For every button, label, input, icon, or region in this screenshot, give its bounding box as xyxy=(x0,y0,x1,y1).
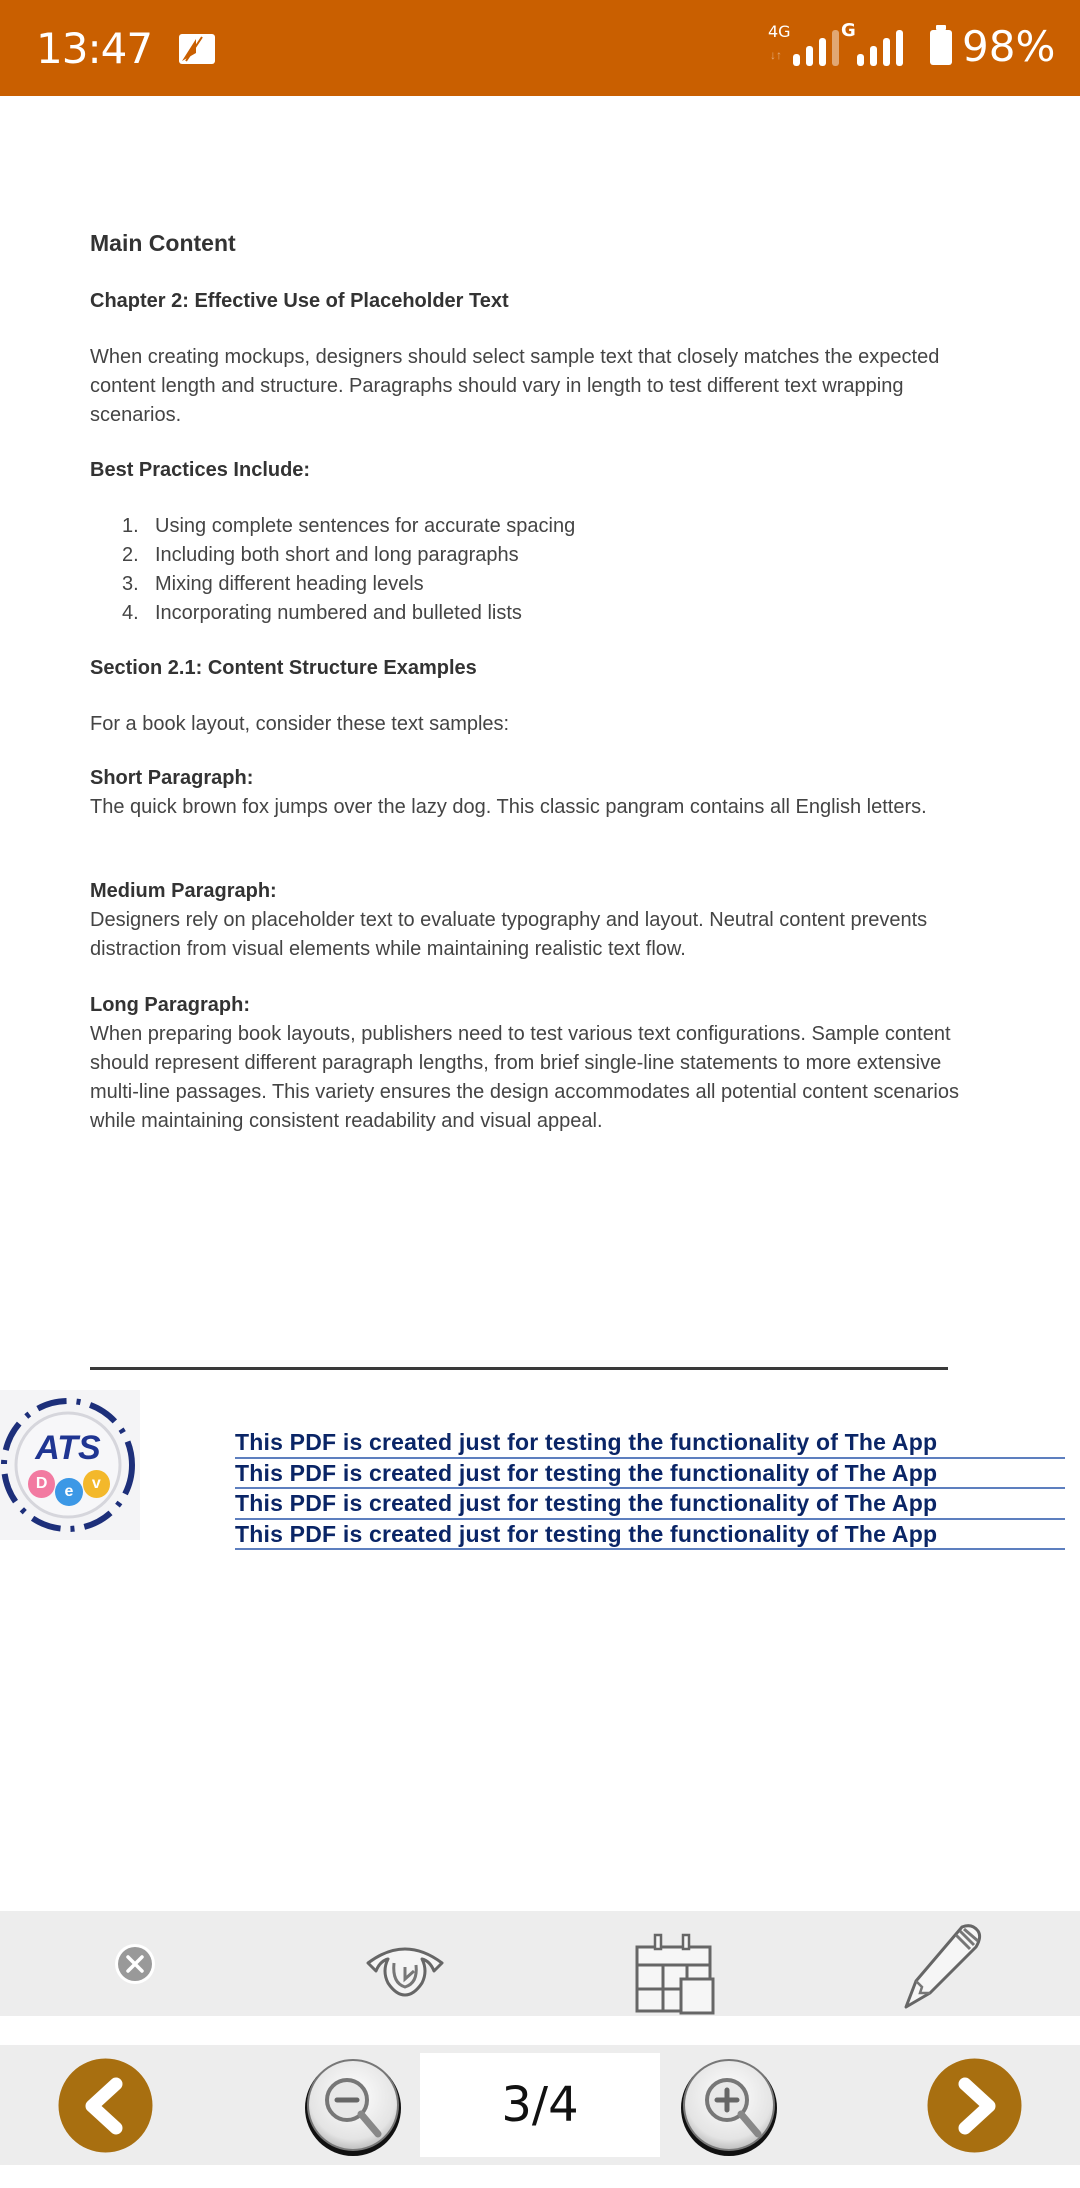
previous-page-button[interactable] xyxy=(58,2058,153,2153)
annotation-toolbar xyxy=(0,1911,1080,2016)
list-item xyxy=(122,541,575,570)
best-practices-list xyxy=(122,512,575,628)
list-item-text: Using complete sentences for accurate spacing xyxy=(155,515,576,537)
section-intro: For a book layout, consider these text samples: xyxy=(90,713,510,735)
banner-line: This PDF is created just for testing the functionality of The App xyxy=(235,1428,1065,1459)
chapter-heading: Chapter 2: Effective Use of Placeholder Text xyxy=(90,290,509,312)
status-bar xyxy=(0,0,1080,96)
banner-line: This PDF is created just for testing the functionality of The App xyxy=(235,1459,1065,1490)
footer-banner xyxy=(235,1428,1065,1550)
long-paragraph-heading: Long Paragraph: xyxy=(90,994,251,1016)
list-item-text: Mixing different heading levels xyxy=(155,573,424,595)
calendar-icon[interactable] xyxy=(635,1933,715,2015)
zoom-in-button[interactable] xyxy=(678,2056,780,2158)
logo-subtext xyxy=(28,1470,110,1502)
list-item-number: 1. xyxy=(122,515,139,537)
network-type-label: 4G xyxy=(768,22,791,41)
banner-line: This PDF is created just for testing the functionality of The App xyxy=(235,1489,1065,1520)
list-item xyxy=(122,512,575,541)
signal2-icon xyxy=(857,30,907,66)
list-item-number: 3. xyxy=(122,573,139,595)
logo-subtext-letter: e xyxy=(55,1478,82,1506)
pencil-icon[interactable] xyxy=(900,1921,990,2011)
battery-icon xyxy=(930,30,952,65)
logo-text: ATS xyxy=(35,1429,101,1467)
short-paragraph-heading: Short Paragraph: xyxy=(90,767,254,789)
medium-paragraph: Designers rely on placeholder text to evaluate typography and layout. Neutral content prevents distraction from visual elements while maintaining realistic text flow. xyxy=(90,909,928,960)
list-item xyxy=(122,570,575,599)
section-heading: Section 2.1: Content Structure Examples xyxy=(90,657,477,679)
list-item xyxy=(122,599,575,628)
footer-divider xyxy=(90,1367,948,1370)
status-time: 13:47 xyxy=(36,24,153,73)
intro-paragraph: When creating mockups, designers should select sample text that closely matches the expected content length and structure. Paragraphs should vary in length to test different text wrapping scenarios. xyxy=(90,346,940,426)
logo-subtext-letter: D xyxy=(28,1470,55,1498)
best-practices-heading: Best Practices Include: xyxy=(90,459,311,481)
zoom-out-button[interactable] xyxy=(302,2056,404,2158)
banner-line: This PDF is created just for testing the functionality of The App xyxy=(235,1520,1065,1551)
network2-type-label: G xyxy=(841,20,856,41)
next-page-button[interactable] xyxy=(927,2058,1022,2153)
data-arrows-icon: ↓↑ xyxy=(770,48,782,62)
logo-subtext-letter: v xyxy=(83,1470,110,1498)
close-icon[interactable] xyxy=(113,1942,157,1986)
main-heading: Main Content xyxy=(90,230,236,256)
page-indicator[interactable]: 3/4 xyxy=(420,2053,660,2157)
list-item-text: Incorporating numbered and bulleted lists xyxy=(155,602,522,624)
notification-icon xyxy=(178,33,216,65)
list-item-text: Including both short and long paragraphs xyxy=(155,544,519,566)
battery-percent: 98% xyxy=(962,22,1056,71)
list-item-number: 4. xyxy=(122,602,139,624)
navigation-toolbar xyxy=(0,2045,1080,2165)
ats-dev-logo xyxy=(0,1390,140,1540)
list-item-number: 2. xyxy=(122,544,139,566)
eye-icon[interactable] xyxy=(364,1941,446,2001)
short-paragraph: The quick brown fox jumps over the lazy dog. This classic pangram contains all English letters. xyxy=(90,796,927,818)
medium-paragraph-heading: Medium Paragraph: xyxy=(90,880,277,902)
long-paragraph: When preparing book layouts, publishers need to test various text configurations. Sample content should represent different paragraph lengths, from brief single-line statements to more extensive multi-line passages. This variety ensures the design accommodates all potential content scenarios while maintaining consistent readability and visual appeal. xyxy=(90,1023,959,1132)
